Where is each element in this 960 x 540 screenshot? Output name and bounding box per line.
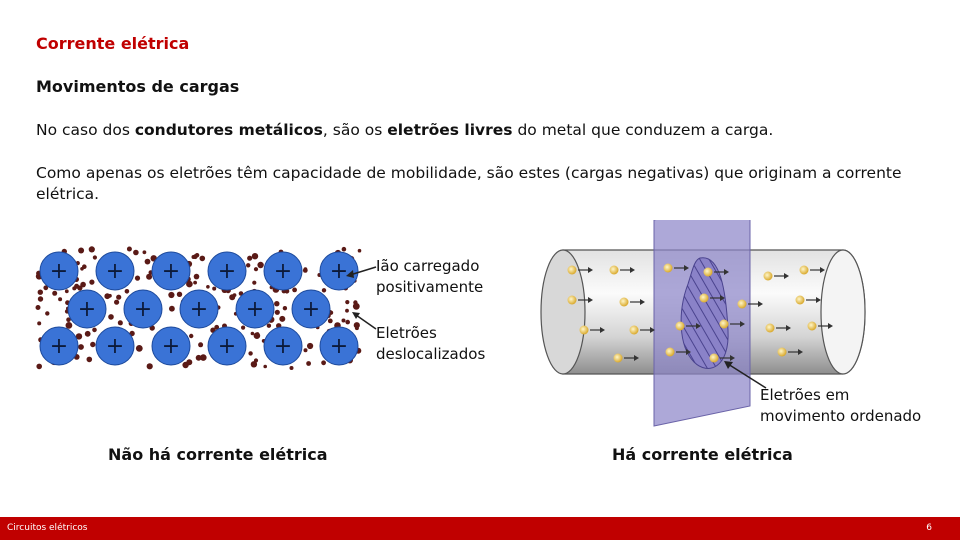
electron-dot	[290, 366, 294, 370]
electron-dot	[233, 293, 237, 297]
moving-electron	[614, 354, 623, 363]
electron-dot	[322, 288, 326, 292]
moving-electron	[710, 354, 719, 363]
ion-plus-sign: +	[329, 259, 349, 284]
positive-ion	[208, 327, 246, 365]
electron-dot	[108, 294, 112, 298]
electron-dot	[58, 297, 62, 301]
moving-electron	[666, 348, 675, 357]
footer-section-title: Circuitos elétricos	[7, 523, 88, 533]
electron-pointer-arrow	[356, 315, 376, 329]
ion-plus-sign: +	[49, 259, 69, 284]
ion-plus-sign: +	[189, 297, 209, 322]
electron-dot	[279, 316, 285, 322]
positive-ion	[68, 290, 106, 328]
electron-dot	[127, 247, 132, 252]
electron-dot	[200, 354, 207, 361]
electron-dot	[206, 285, 210, 289]
moving-electron	[800, 266, 809, 275]
text-run: No caso dos	[36, 121, 135, 139]
electron-dot	[38, 290, 43, 295]
electron-dot	[177, 292, 182, 297]
electron-dot	[78, 344, 84, 350]
ion-plus-sign: +	[49, 334, 69, 359]
electron-dot	[36, 305, 41, 310]
positive-ion	[264, 327, 302, 365]
electron-dot	[252, 253, 258, 259]
moving-electron	[704, 268, 713, 277]
electron-dot	[89, 280, 94, 285]
electron-dot	[275, 310, 280, 315]
page-number: 6	[926, 523, 932, 533]
electron-dot	[37, 321, 41, 325]
ion-plus-sign: +	[161, 334, 181, 359]
footer-bar	[0, 517, 960, 540]
electron-dot	[194, 274, 200, 280]
positive-ion	[96, 252, 134, 290]
ion-plus-sign: +	[329, 334, 349, 359]
label-arrows-left	[336, 255, 381, 335]
electron-dot	[119, 321, 123, 325]
slide-subtitle: Movimentos de cargas	[36, 77, 240, 96]
positive-ion	[264, 252, 302, 290]
electron-dot	[247, 256, 252, 261]
text-run: , são os	[322, 121, 388, 139]
ion-plus-sign: +	[217, 259, 237, 284]
electrons-label	[376, 323, 485, 365]
electron-dot	[251, 332, 255, 336]
electron-dot	[189, 334, 193, 338]
paragraph-electron-mobility: Como apenas os eletrões têm capacidade de mobilidade, são estes (cargas negativas) que originam a corrente elétrica.	[36, 164, 902, 203]
electron-dot	[93, 255, 97, 259]
ion-plus-sign: +	[245, 297, 265, 322]
electron-dot	[200, 256, 206, 262]
moving-electron	[766, 324, 775, 333]
electron-dot	[36, 364, 42, 370]
moving-electrons-label-line2: movimento ordenado	[760, 407, 922, 425]
electron-dot	[147, 363, 153, 369]
ion-plus-sign: +	[301, 297, 321, 322]
ion-pointer-arrowhead	[346, 270, 354, 278]
text-run: do metal que conduzem a carga.	[512, 121, 774, 139]
electron-dot	[133, 250, 139, 256]
ion-label-line2: positivamente	[376, 278, 484, 296]
electron-dot	[116, 295, 121, 300]
electron-dot	[65, 289, 69, 293]
wire-right-end	[821, 250, 865, 374]
electron-dot	[342, 247, 347, 252]
ion-plus-sign: +	[77, 297, 97, 322]
electron-dot	[306, 361, 311, 366]
electron-dot	[212, 287, 216, 291]
moving-electron	[664, 264, 673, 273]
moving-electron	[796, 296, 805, 305]
ion-label-line1: Ião carregado	[376, 257, 480, 275]
ion-plus-sign: +	[105, 259, 125, 284]
electron-dot	[186, 359, 192, 365]
moving-electron	[700, 294, 709, 303]
electron-dot	[303, 268, 308, 273]
electron-dot	[252, 281, 256, 285]
electron-dot	[85, 331, 91, 337]
moving-electrons-label-line1: Eletrões em	[760, 386, 850, 404]
electron-dot	[254, 332, 261, 339]
electron-dot	[241, 326, 245, 330]
electron-dot	[78, 248, 84, 254]
positive-ion	[292, 290, 330, 328]
ion-plus-sign: +	[133, 297, 153, 322]
electron-dot	[169, 306, 175, 312]
moving-electron	[720, 320, 729, 329]
metal-lattice-figure	[34, 245, 364, 373]
electron-dot	[193, 281, 197, 285]
moving-electron	[568, 296, 577, 305]
electron-dot	[143, 250, 147, 254]
text-bold-conductors: condutores metálicos	[134, 121, 323, 139]
electrons-label-line1: Eletrões	[376, 324, 437, 342]
electron-dot	[328, 319, 333, 324]
moving-electron	[568, 266, 577, 275]
electron-dot	[257, 262, 263, 268]
electron-dot	[87, 357, 93, 363]
ion-pointer-arrow	[350, 267, 376, 275]
electron-dot	[74, 284, 79, 289]
electron-dot	[254, 267, 258, 271]
electron-dot	[274, 301, 279, 306]
moving-electron	[630, 326, 639, 335]
paragraph-metal-conductors	[36, 120, 936, 141]
electron-dot	[358, 249, 362, 253]
electron-dot	[38, 296, 43, 301]
electron-pointer-arrowhead	[352, 312, 360, 319]
caption-no-current: Não há corrente elétrica	[108, 445, 328, 464]
electron-dot	[192, 255, 196, 259]
caption-current: Há corrente elétrica	[612, 445, 793, 464]
positive-ion	[180, 290, 218, 328]
ion-plus-sign: +	[273, 259, 293, 284]
electron-dot	[114, 300, 119, 305]
slide-title: Corrente elétrica	[36, 34, 190, 53]
electron-dot	[248, 351, 252, 355]
electron-dot	[283, 306, 287, 310]
positive-ion	[152, 252, 190, 290]
ion-plus-sign: +	[217, 334, 237, 359]
electron-dot	[52, 291, 57, 296]
electron-dot	[125, 289, 130, 294]
moving-electron	[764, 272, 773, 281]
ion-label	[376, 256, 483, 298]
moving-electrons-label	[760, 385, 921, 427]
moving-electron	[580, 326, 589, 335]
electron-dot	[263, 365, 267, 369]
electron-dot	[80, 282, 86, 288]
electron-dot	[45, 311, 49, 315]
moving-electron	[778, 348, 787, 357]
electron-dot	[307, 343, 313, 349]
ion-plus-sign: +	[273, 334, 293, 359]
electron-dot	[304, 348, 308, 352]
positive-ion	[208, 252, 246, 290]
electron-dot	[292, 288, 297, 293]
moving-electron	[808, 322, 817, 331]
electron-dot	[136, 345, 143, 352]
positive-ion	[40, 327, 78, 365]
electron-dot	[198, 342, 203, 347]
electron-dot	[267, 324, 271, 328]
electron-dot	[66, 322, 73, 329]
wire-left-end	[541, 250, 585, 374]
positive-ion	[40, 252, 78, 290]
moving-electron	[610, 266, 619, 275]
positive-ion	[124, 290, 162, 328]
electron-dot	[108, 314, 114, 320]
electron-dot	[145, 259, 151, 265]
ion-plus-sign: +	[161, 259, 181, 284]
positive-ion	[96, 327, 134, 365]
electron-dot	[254, 358, 258, 362]
electron-dot	[82, 264, 87, 269]
electron-dot	[246, 263, 250, 267]
electron-dot	[321, 360, 326, 365]
ion-plus-sign: +	[105, 334, 125, 359]
positive-ion	[152, 327, 190, 365]
positive-ion	[236, 290, 274, 328]
electrons-label-line2: deslocalizados	[376, 345, 486, 363]
electron-dot	[135, 276, 140, 281]
electron-dot	[168, 292, 174, 298]
electron-dot	[89, 246, 95, 252]
text-bold-free-electrons: eletrões livres	[387, 121, 513, 139]
electron-dot	[92, 328, 97, 333]
moving-electron	[738, 300, 747, 309]
moving-electron	[676, 322, 685, 331]
moving-electron	[620, 298, 629, 307]
electron-dot	[90, 342, 95, 347]
